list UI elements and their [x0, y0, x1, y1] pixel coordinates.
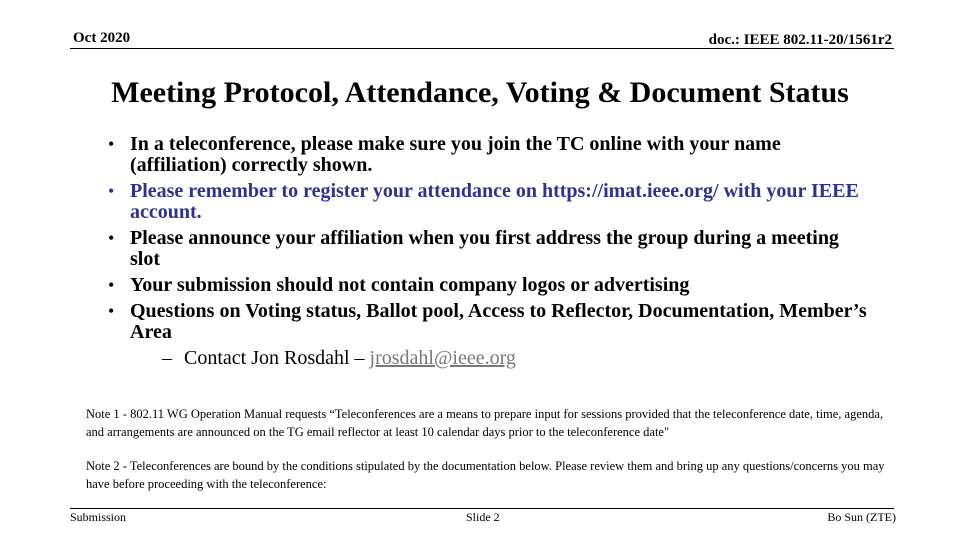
bullet-glyph: • — [108, 181, 115, 201]
footer-left: Submission — [70, 510, 127, 524]
bullet-item — [108, 275, 868, 296]
note-2: Note 2 - Teleconferences are bound by the conditions stipulated by the documentation below. Please review them and bring up any questions/concerns you may have before proceeding with the teleconference: — [86, 459, 885, 491]
bullet-item — [108, 301, 868, 369]
contact-prefix: Contact Jon Rosdahl – — [184, 347, 370, 369]
bullet-glyph: • — [108, 228, 115, 248]
bullet-glyph: • — [108, 275, 115, 295]
bullet-text: Your submission should not contain company logos or advertising — [130, 274, 690, 296]
header-date: Oct 2020 — [73, 30, 131, 46]
bullet-item — [108, 134, 868, 176]
bullet-text: Questions on Voting status, Ballot pool, Access to Reflector, Documentation, Member’s Area — [130, 300, 867, 343]
bullet-item — [108, 228, 868, 270]
slide-title: Meeting Protocol, Attendance, Voting & Document Status — [111, 76, 849, 109]
footer-slide-number: Slide 2 — [466, 510, 500, 524]
header-rule — [70, 48, 894, 49]
sub-bullet-dash: – — [162, 347, 172, 369]
bullet-glyph: • — [108, 301, 115, 321]
bullet-glyph: • — [108, 134, 115, 154]
contact-email-link[interactable]: jrosdahl@ieee.org — [369, 347, 516, 369]
bullet-text: Please announce your affiliation when you first address the group during a meeting slot — [130, 227, 839, 270]
bullet-list — [108, 134, 868, 374]
note-1: Note 1 - 802.11 WG Operation Manual requests “Teleconferences are a means to prepare input for sessions provided that the teleconference date, time, agenda, and arrangements are announced on the TG email reflector at least 10 calendar days prior to the teleconference date" — [86, 407, 884, 439]
footer-rule — [70, 508, 894, 509]
bullet-item — [108, 181, 868, 223]
sub-bullet-contact — [130, 348, 868, 369]
header-doc-id: doc.: IEEE 802.11-20/1561r2 — [708, 32, 892, 48]
footer-author: Bo Sun (ZTE) — [827, 510, 896, 524]
bullet-text: In a teleconference, please make sure you join the TC online with your name (affiliation) correctly shown. — [130, 133, 781, 176]
bullet-text: Please remember to register your attendance on https://imat.ieee.org/ with your IEEE account. — [130, 180, 859, 223]
